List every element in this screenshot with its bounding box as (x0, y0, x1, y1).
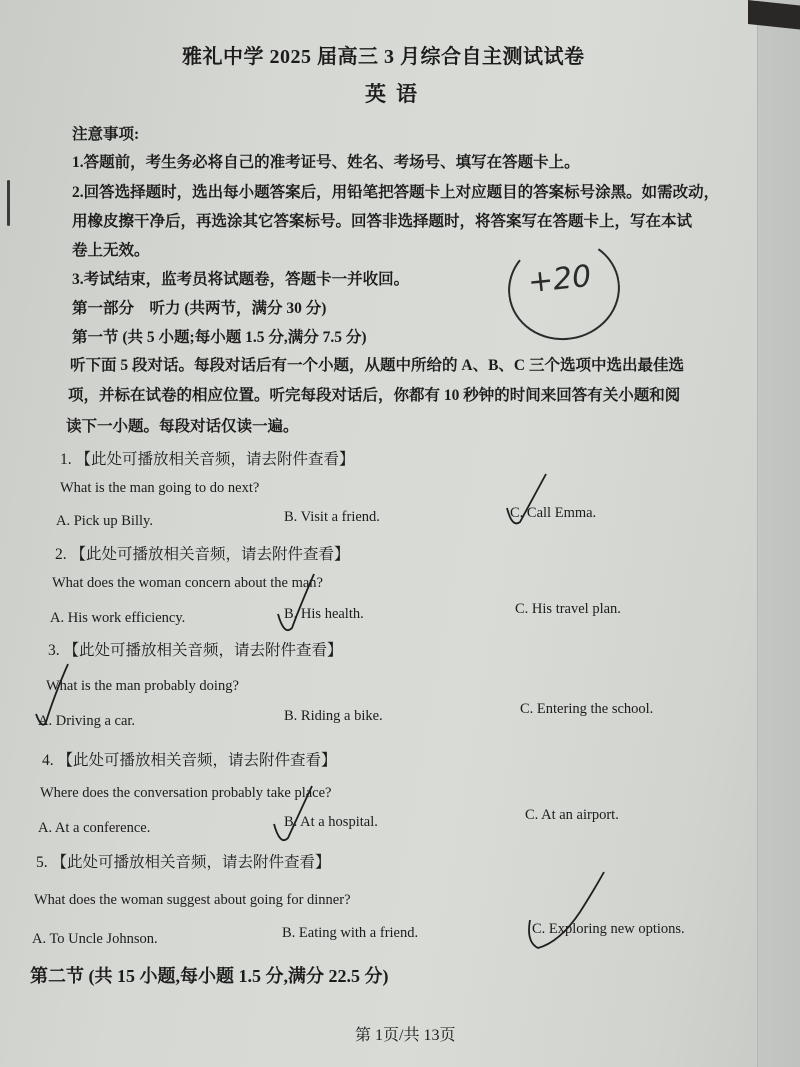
question-2-text: What does the woman concern about the man? (52, 575, 323, 591)
handwritten-score: +20 (526, 258, 593, 301)
notice-item-3: 3.考试结束，监考员将试题卷，答题卡一并收回。 (72, 271, 410, 288)
question-2-option-b[interactable]: B. His health. (284, 606, 364, 622)
background-object (748, 0, 800, 29)
part1-heading: 第一部分 听力 (共两节，满分 30 分) (72, 300, 327, 317)
question-1-option-b[interactable]: B. Visit a friend. (284, 509, 380, 525)
question-3-option-a[interactable]: A. Driving a car. (38, 713, 136, 729)
instructions-line-3: 读下一小题。每段对话仅读一遍。 (66, 418, 299, 435)
question-2-option-a[interactable]: A. His work efficiency. (50, 610, 186, 626)
exam-subject: 英语 (365, 82, 427, 106)
question-1-text: What is the man going to do next? (60, 480, 260, 496)
section2-heading: 第二节 (共 15 小题,每小题 1.5 分,满分 22.5 分) (30, 966, 389, 986)
question-4-option-c[interactable]: C. At an airport. (525, 807, 619, 823)
notice-item-2-end: 卷上无效。 (72, 242, 150, 259)
page-number: 第 1页/共 13页 (355, 1027, 456, 1044)
question-2-audio-note (55, 542, 350, 564)
paper-edge (757, 0, 800, 1067)
notice-heading: 注意事项: (72, 126, 140, 143)
question-number: 5. (36, 854, 48, 871)
instructions-line-2: 项，并标在试卷的相应位置。听完每段对话后，你都有 10 秒钟的时间来回答有关小题和阅 (68, 387, 681, 404)
checkmark-icon (34, 660, 74, 730)
instructions-line-1: 听下面 5 段对话。每段对话后有一个小题，从题中所给的 A、B、C 三个选项中选出最佳选 (70, 357, 684, 374)
question-5-option-c[interactable]: C. Exploring new options. (532, 921, 685, 937)
checkmark-icon (270, 570, 320, 635)
audio-note[interactable]: 【此处可播放相关音频，请去附件查看】 (63, 642, 343, 659)
question-2-option-c[interactable]: C. His travel plan. (515, 601, 621, 617)
question-1-audio-note (60, 447, 355, 469)
question-5-text: What does the woman suggest about going for dinner? (34, 892, 351, 908)
checkmark-icon (502, 470, 552, 530)
audio-note[interactable]: 【此处可播放相关音频，请去附件查看】 (70, 546, 350, 563)
question-5-audio-note (36, 850, 331, 872)
question-number: 3. (48, 642, 60, 659)
notice-item-1: 1.答题前，考生务必将自己的准考证号、姓名、考场号、填写在答题卡上。 (72, 154, 580, 171)
question-3-text: What is the man probably doing? (46, 678, 239, 694)
question-3-audio-note (48, 638, 343, 660)
notice-item-2-cont: 用橡皮擦干净后，再选涂其它答案标号。回答非选择题时，将答案写在答题卡上，写在本试 (72, 213, 693, 230)
question-1-option-c[interactable]: C. Call Emma. (510, 505, 597, 521)
question-1-option-a[interactable]: A. Pick up Billy. (56, 513, 153, 529)
question-3-option-b[interactable]: B. Riding a bike. (284, 708, 383, 724)
binder-mark (7, 180, 10, 226)
question-number: 4. (42, 752, 54, 769)
audio-note[interactable]: 【此处可播放相关音频，请去附件查看】 (51, 854, 331, 871)
question-number: 2. (55, 546, 67, 563)
question-4-audio-note (42, 748, 337, 770)
question-number: 1. (60, 451, 72, 468)
question-3-option-c[interactable]: C. Entering the school. (520, 701, 654, 717)
question-5-option-b[interactable]: B. Eating with a friend. (282, 925, 419, 941)
checkmark-icon (268, 782, 318, 844)
question-4-option-a[interactable]: A. At a conference. (38, 820, 151, 836)
question-4-option-b[interactable]: B. At a hospital. (284, 814, 378, 830)
section1-heading: 第一节 (共 5 小题;每小题 1.5 分,满分 7.5 分) (72, 329, 367, 346)
audio-note[interactable]: 【此处可播放相关音频，请去附件查看】 (75, 451, 355, 468)
audio-note[interactable]: 【此处可播放相关音频，请去附件查看】 (57, 752, 337, 769)
question-4-text: Where does the conversation probably take place? (40, 785, 332, 801)
notice-item-2: 2.回答选择题时，选出每小题答案后，用铅笔把答题卡上对应题目的答案标号涂黑。如需改动， (72, 184, 720, 201)
checkmark-icon (520, 868, 620, 958)
exam-title: 雅礼中学 2025 届高三 3 月综合自主测试试卷 (182, 46, 585, 68)
question-5-option-a[interactable]: A. To Uncle Johnson. (32, 931, 158, 947)
